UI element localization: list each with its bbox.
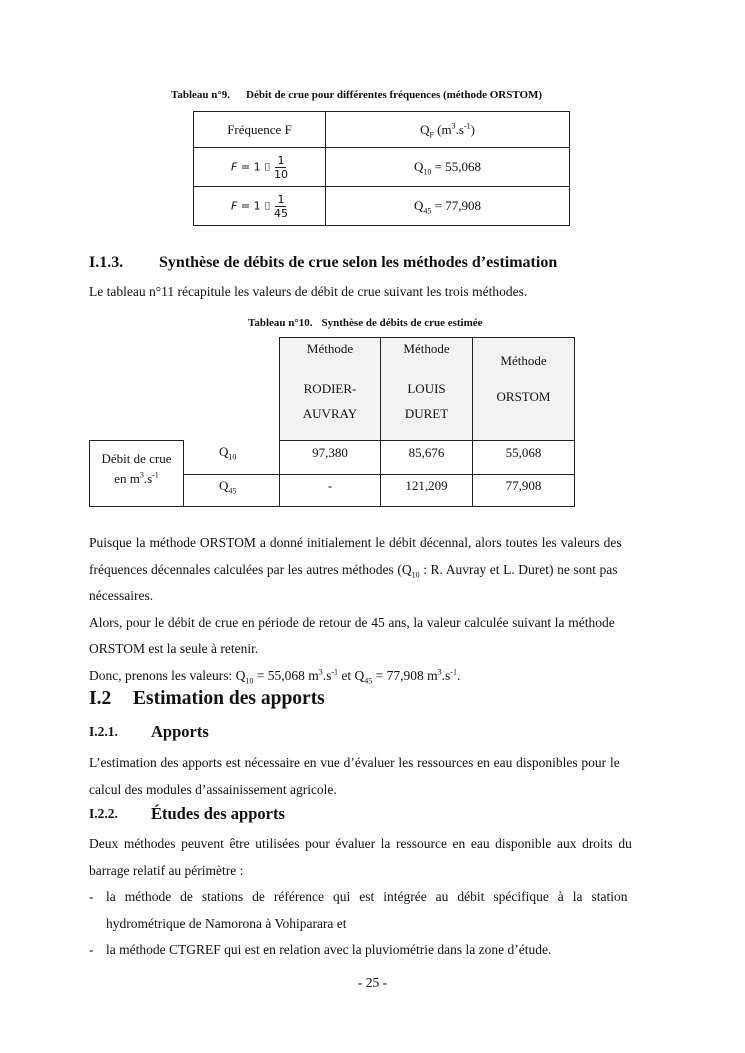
table10-row-divider bbox=[183, 474, 279, 475]
table10-row-divider bbox=[183, 506, 279, 507]
table10-value-cell: 55,068 bbox=[472, 440, 575, 475]
table9-row bbox=[194, 187, 570, 226]
table10-caption-number: Tableau n°10. bbox=[248, 317, 313, 329]
section-113-heading bbox=[89, 254, 558, 272]
bullet-mark: - bbox=[89, 942, 94, 957]
table9-caption-title: Débit de crue pour différentes fréquences (méthode ORSTOM) bbox=[246, 89, 543, 101]
table9-header-row bbox=[194, 112, 570, 148]
table10-value-cell: 85,676 bbox=[380, 440, 473, 475]
list-item: la méthode CTGREF qui est en relation avec la pluviométrie dans la zone d’étude. bbox=[106, 942, 552, 957]
table10-caption-title: Synthèse de débits de crue estimée bbox=[321, 317, 483, 329]
section-121-heading bbox=[89, 722, 209, 741]
section-number: I.1.3. bbox=[89, 254, 124, 271]
table10-method-header: Méthode RODIER- AUVRAY bbox=[279, 337, 381, 441]
section-title: Apports bbox=[151, 722, 209, 741]
table9-header-frequency: Fréquence F bbox=[194, 112, 326, 148]
table10-method-header: Méthode LOUIS DURET bbox=[380, 337, 473, 441]
table9-caption bbox=[171, 89, 542, 101]
synthesis-paragraph: Puisque la méthode ORSTOM a donné initialement le débit décennal, alors toutes les valeurs des fréquences décennales calculées par les autres méthodes ($Q_{10}$ : R. Auvray et L. Duret) ne sont pas nécessaires. Alors, pour le débit de crue en période de retour de 45 ans, la valeur calculée suivant la méthode ORSTOM est la seule à retenir. Donc, prenons les valeurs: $Q_{10} = 55,068$ $m^3.s^{-1}$ et $Q_{45} = 77,908$ $m^3.s^{-1}$. bbox=[89, 535, 622, 686]
section-title: Études des apports bbox=[151, 804, 285, 823]
section-122-heading bbox=[89, 804, 285, 823]
section-title: Synthèse de débits de crue selon les méthodes d’estimation bbox=[159, 254, 558, 271]
fraction: $\frac{1}{10}$ bbox=[273, 153, 288, 181]
table10-value-cell: 97,380 bbox=[279, 440, 381, 475]
section-12-heading bbox=[89, 688, 325, 710]
section-number: I.2 bbox=[89, 688, 112, 709]
table9-discharge-cell: $Q_{45} = 77,908$ bbox=[326, 187, 570, 226]
section-121-text: L’estimation des apports est nécessaire en vue d’évaluer les ressources en eau disponibles pour le calcul des modules d’assainissement agricole. bbox=[89, 755, 620, 797]
list-item: la méthode de stations de référence qui est intégrée au débit spécifique à la station hydrométrique de Namorona à Vohiparara et bbox=[106, 889, 628, 931]
section-title: Estimation des apports bbox=[133, 688, 325, 709]
section-number: I.2.1. bbox=[89, 724, 118, 739]
fraction: $\frac{1}{45}$ bbox=[273, 192, 288, 220]
table10-q-label: $Q_{10}$ bbox=[219, 444, 237, 462]
table10-method-header: Méthode ORSTOM bbox=[472, 337, 575, 441]
table9-header-discharge: $Q_F$ $(m^3.s^{-1})$ bbox=[326, 112, 570, 148]
section-113-intro: Le tableau n°11 récapitule les valeurs de débit de crue suivant les trois méthodes. bbox=[89, 284, 528, 299]
table9-frequency-cell: F = 1 ⌷ $\frac{1}{45}$ bbox=[194, 187, 326, 226]
section-122-text: Deux méthodes peuvent être utilisées pour évaluer la ressource en eau disponible aux droits du barrage relatif au périmètre : bbox=[89, 836, 632, 878]
bullet-mark: - bbox=[89, 889, 94, 904]
table10-value-cell: 77,908 bbox=[472, 474, 575, 507]
page-number: - 25 - bbox=[357, 975, 388, 990]
table9-row bbox=[194, 148, 570, 187]
section-number: I.2.2. bbox=[89, 806, 118, 821]
table10-caption bbox=[248, 317, 483, 329]
table9-caption-number: Tableau n°9. bbox=[171, 89, 231, 101]
table10-value-cell: 121,209 bbox=[380, 474, 473, 507]
table9-frequency-cell: F = 1 ⌷ $\frac{1}{10}$ bbox=[194, 148, 326, 187]
table9 bbox=[193, 111, 570, 226]
table10-q-label: $Q_{45}$ bbox=[219, 478, 237, 496]
table10-value-cell: - bbox=[279, 474, 381, 507]
table10-row-label: Débit de crue en $m^3.s^{-1}$ bbox=[89, 440, 184, 507]
table9-discharge-cell: $Q_{10} = 55,068$ bbox=[326, 148, 570, 187]
